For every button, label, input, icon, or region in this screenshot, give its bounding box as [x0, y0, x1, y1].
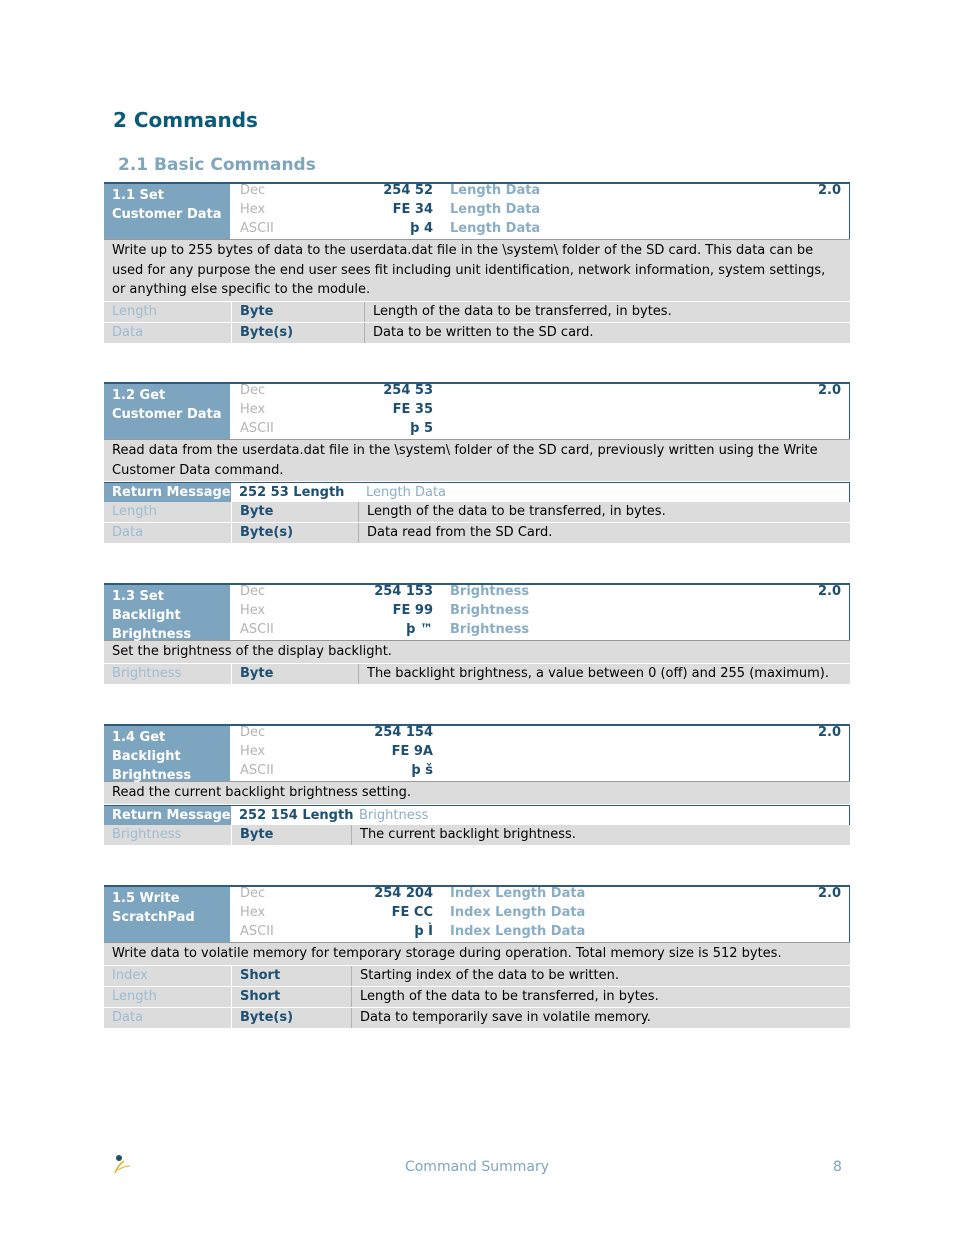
param-type: Byte: [231, 825, 351, 845]
command-header: [104, 724, 850, 781]
param-name: Data: [104, 523, 231, 543]
command-name: [104, 583, 230, 640]
hex-label: Hex: [240, 202, 266, 217]
return-message-row: [104, 482, 850, 502]
ascii-code: þ 4: [410, 221, 433, 236]
dec-label: Dec: [240, 725, 266, 740]
param-description: Data read from the SD Card.: [358, 523, 850, 543]
command-name-line1: 1.3 Set Backlight: [112, 589, 181, 623]
command-name-line2: Brightness: [112, 768, 192, 783]
hex-args: Index Length Data: [450, 905, 586, 920]
command-name-line2: Brightness: [112, 627, 192, 642]
param-name: Data: [104, 323, 231, 343]
command-block-write-scratchpad: [104, 885, 850, 1028]
command-name: [104, 724, 230, 781]
hex-label: Hex: [240, 603, 266, 618]
dec-label: Dec: [240, 886, 266, 901]
command-name-line2: Customer Data: [112, 407, 222, 422]
dec-code: 254 153: [374, 584, 433, 599]
hex-label: Hex: [240, 744, 266, 759]
ascii-args: Index Length Data: [450, 924, 586, 939]
dec-code: 254 53: [383, 383, 433, 398]
ascii-args: Length Data: [450, 221, 541, 236]
param-type: Byte(s): [231, 323, 364, 343]
command-block-get-customer-data: [104, 382, 850, 543]
command-description: Read data from the userdata.dat file in the \system\ folder of the SD card, previously written using the Write Customer Data command.: [104, 439, 850, 482]
ascii-args: Brightness: [450, 622, 530, 637]
section-heading: 2.1 Basic Commands: [118, 155, 316, 175]
return-message-args: Brightness: [351, 805, 850, 825]
dec-args: Brightness: [450, 584, 530, 599]
hex-label: Hex: [240, 905, 266, 920]
param-type: Byte(s): [231, 523, 358, 543]
param-row: [104, 502, 850, 522]
ascii-code: þ 5: [410, 421, 433, 436]
param-name: Length: [104, 502, 231, 522]
param-row: [104, 322, 850, 343]
command-block-get-backlight-brightness: [104, 724, 850, 845]
command-name: [104, 885, 230, 942]
command-header: [104, 382, 850, 439]
command-name: [104, 382, 230, 439]
param-row: [104, 825, 850, 845]
param-description: The backlight brightness, a value between 0 (off) and 255 (maximum).: [358, 664, 850, 684]
footer-title: Command Summary: [404, 1159, 550, 1175]
param-name: Length: [104, 302, 231, 322]
command-description: Write data to volatile memory for temporary storage during operation. Total memory size is 512 bytes.: [104, 942, 850, 966]
param-row: [104, 1007, 850, 1028]
return-message-label: Return Message: [104, 482, 231, 502]
version-number: 2.0: [817, 725, 841, 740]
param-name: Brightness: [104, 825, 231, 845]
param-description: Starting index of the data to be written.: [351, 966, 850, 986]
ascii-label: ASCII: [240, 763, 274, 778]
command-name-line2: Customer Data: [112, 207, 222, 222]
dec-args: Index Length Data: [450, 886, 586, 901]
dec-label: Dec: [240, 584, 266, 599]
ascii-label: ASCII: [240, 421, 274, 436]
hex-code: FE 9A: [391, 744, 433, 759]
param-description: Length of the data to be transferred, in bytes.: [351, 987, 850, 1007]
param-description: The current backlight brightness.: [351, 825, 850, 845]
command-code-box: [230, 724, 850, 781]
ascii-label: ASCII: [240, 622, 274, 637]
param-row: [104, 986, 850, 1007]
hex-args: Brightness: [450, 603, 530, 618]
return-message-row: [104, 805, 850, 825]
hex-code: FE 99: [392, 603, 433, 618]
hex-args: Length Data: [450, 202, 541, 217]
dec-args: Length Data: [450, 183, 541, 198]
command-code-box: [230, 583, 850, 640]
param-type: Byte: [231, 502, 358, 522]
ascii-code: þ ™: [406, 622, 433, 637]
param-name: Index: [104, 966, 231, 986]
param-name: Brightness: [104, 664, 231, 684]
param-type: Byte: [231, 302, 364, 322]
return-message-code: 252 154 Length: [231, 805, 351, 825]
param-type: Byte: [231, 664, 358, 684]
command-name-line1: 1.2 Get: [112, 388, 166, 403]
ascii-label: ASCII: [240, 221, 274, 236]
command-name-line2: ScratchPad: [112, 910, 195, 925]
command-header: [104, 182, 850, 239]
param-name: Data: [104, 1008, 231, 1028]
param-type: Short: [231, 987, 351, 1007]
dec-code: 254 154: [374, 725, 433, 740]
version-number: 2.0: [817, 183, 841, 198]
version-number: 2.0: [817, 383, 841, 398]
hex-code: FE CC: [391, 905, 433, 920]
param-description: Data to temporarily save in volatile memory.: [351, 1008, 850, 1028]
command-name-line1: 1.4 Get Backlight: [112, 730, 181, 764]
param-description: Length of the data to be transferred, in bytes.: [358, 502, 850, 522]
page-number: 8: [833, 1159, 842, 1175]
dec-label: Dec: [240, 183, 266, 198]
param-row: [104, 664, 850, 684]
chapter-heading: 2 Commands: [113, 108, 258, 132]
param-type: Short: [231, 966, 351, 986]
param-type: Byte(s): [231, 1008, 351, 1028]
command-block-set-backlight-brightness: [104, 583, 850, 684]
param-row: [104, 966, 850, 986]
command-header: [104, 885, 850, 942]
ascii-label: ASCII: [240, 924, 274, 939]
param-description: Length of the data to be transferred, in bytes.: [364, 302, 850, 322]
command-description: Set the brightness of the display backlight.: [104, 640, 850, 664]
version-number: 2.0: [817, 584, 841, 599]
return-message-label: Return Message: [104, 805, 231, 825]
hex-code: FE 35: [392, 402, 433, 417]
param-row: [104, 302, 850, 322]
command-header: [104, 583, 850, 640]
command-name-line1: 1.5 Write: [112, 891, 180, 906]
hex-code: FE 34: [392, 202, 433, 217]
dec-code: 254 52: [383, 183, 433, 198]
command-name-line1: 1.1 Set: [112, 188, 164, 203]
return-message-code: 252 53 Length: [231, 482, 358, 502]
command-name: [104, 182, 230, 239]
ascii-code: þ š: [411, 763, 433, 778]
dec-label: Dec: [240, 383, 266, 398]
command-block-set-customer-data: [104, 182, 850, 343]
param-description: Data to be written to the SD card.: [364, 323, 850, 343]
param-row: [104, 522, 850, 543]
version-number: 2.0: [817, 886, 841, 901]
command-description: Read the current backlight brightness setting.: [104, 781, 850, 805]
dec-code: 254 204: [374, 886, 433, 901]
command-description: Write up to 255 bytes of data to the userdata.dat file in the \system\ folder of the SD card. This data can be used for any purpose the end user sees fit including unit identification, network information, system settings, or anything else specific to the module.: [104, 239, 850, 302]
hex-label: Hex: [240, 402, 266, 417]
return-message-args: Length Data: [358, 482, 850, 502]
command-code-box: [230, 382, 850, 439]
ascii-code: þ Ì: [414, 924, 433, 939]
param-name: Length: [104, 987, 231, 1007]
